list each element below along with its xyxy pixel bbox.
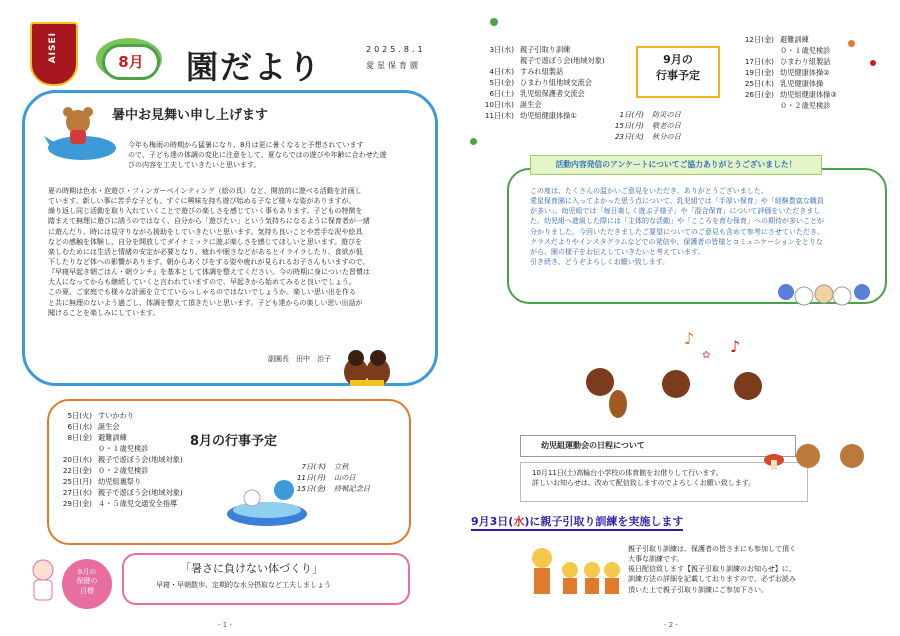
emblem-text: AISEI — [48, 32, 58, 64]
schedule-day: 25日(木) — [744, 79, 774, 88]
text-line: ので、子ども達の体調の変化に注意をして、夏ならではの遊びや年齢に合わせた遊 — [128, 151, 387, 160]
holiday-name: 防災の日 — [652, 110, 681, 119]
holiday-day: 15日(月) — [614, 121, 644, 130]
text-line: 踏まえて無理に遊びに誘うのではなく、自分から「遊びたい」という気持ちになるように保育者が一緒 — [48, 217, 370, 226]
text-line: 分かりました。今回いただきましたご要望についてのご意見も含めて参考にさせていただき、 — [530, 227, 824, 236]
text-line: がら、園の様子をお伝えしていきたいと考えています。 — [530, 247, 705, 256]
survey-title: 活動内容発信のアンケートについてご協力ありがとうございました！ — [530, 155, 822, 175]
schedule-event: 親子で遊ぼう会(地域対象) — [98, 488, 183, 497]
health-goal-badge — [62, 559, 112, 609]
schedule-row — [462, 44, 570, 55]
text-line: クラスだよりやインスタグラムなどでの発信や、保護者の皆様とコミュニケーションをとりな — [530, 237, 823, 246]
text-line: この夏、ご家庭でも様々な計画を立てていらっしゃるのではないでしょうか。楽しい思い出を作る — [48, 288, 356, 297]
dot-decoration — [470, 138, 477, 145]
badge-line: 目標 — [80, 586, 94, 595]
schedule-row — [52, 498, 177, 509]
svg-text:♪: ♪ — [684, 329, 695, 348]
schedule-day: 6日(土) — [489, 89, 514, 98]
holiday-day: 11日(月) — [296, 473, 326, 482]
text-line: 10月11日(土)高輪台小学校の体育館をお借りして行います。 — [532, 469, 723, 477]
schedule-event: 親子で遊ぼう会(地域対象) — [520, 56, 605, 65]
schedule-row — [52, 432, 127, 443]
text-line: が多い」、幼児組では「毎日楽しく遊ぶ子様子」や「混合保育」について評価をいただきまし — [530, 207, 821, 216]
greeting-body — [48, 186, 424, 318]
september-schedule-title — [636, 46, 720, 98]
badge-line: 8月の — [77, 568, 97, 576]
page-number-left: - 1 - — [218, 621, 232, 629]
schedule-row — [726, 78, 823, 89]
schedule-row — [52, 487, 183, 498]
schedule-day: 19日(金) — [744, 68, 774, 77]
health-goal-subtitle: 早寝・早朝散歩、定期的な水分摂取など工夫しましょう — [156, 581, 331, 589]
schedule-event: ０・１歳児検診 — [98, 444, 149, 453]
pool-illustration — [222, 462, 312, 528]
schedule-row — [462, 88, 585, 99]
schedule-row — [462, 77, 592, 88]
drill-title-part: 9月3日( — [471, 515, 514, 528]
holiday-name: 秋分の日 — [652, 132, 681, 141]
schedule-day: 26日(金) — [744, 90, 774, 99]
holiday-name: 立秋 — [334, 462, 349, 471]
schedule-day: 11日(木) — [484, 111, 514, 120]
holiday-name: 終戦記念日 — [334, 484, 370, 493]
text-line: ています。新しい事に苦手な子ども、すぐに興味を持ち遊び始める子など様々な姿がありますが、 — [48, 197, 356, 206]
schedule-row — [462, 110, 577, 121]
svg-text:✿: ✿ — [702, 350, 711, 361]
title-line: 行事予定 — [656, 68, 700, 82]
holiday-row — [600, 132, 681, 142]
text-line: 引き続き、どうぞよろしくお願い致します。 — [530, 257, 670, 266]
beetle-illustration — [336, 340, 396, 390]
greeting-title: 暑中お見舞い申し上げます — [112, 108, 269, 123]
schedule-event: 幼児組裏祭り — [98, 477, 142, 486]
text-line: た。幼児組へ進級した際には「主体的な活動」や「こころを育む保育」への期待が多いことが — [530, 217, 824, 226]
schedule-day: 22日(金) — [62, 466, 92, 475]
text-line: 後日配信致します【親子引取り訓練のお知らせ】に、 — [628, 565, 796, 574]
text-line: 『早寝早起き朝ごはん・朝ウンチ』を基本として体調を整えてください。今の時期に身についた習慣は — [48, 268, 370, 277]
schedule-event: 幼児組健康体操① — [520, 111, 577, 120]
bear-dolphin-illustration — [44, 100, 120, 170]
schedule-day: 27日(水) — [62, 488, 92, 497]
drill-text — [628, 544, 878, 595]
text-line: 聞けることを楽しみにしています。 — [48, 308, 160, 317]
children-illustration — [522, 540, 622, 606]
text-line: 大人になってからも継続していくと言われていますので、早起きから始めてみると良いでしょう。 — [48, 278, 356, 287]
schedule-row — [462, 66, 563, 77]
text-line: びの内容を工夫していきたいと思います。 — [128, 161, 261, 170]
survey-text — [530, 186, 860, 267]
holiday-day: 1日(月) — [619, 110, 644, 119]
text-line: 愛星保育園に入ってよかった思う点について、乳児組では「手厚い保育」や「経験豊富な職員 — [530, 197, 824, 206]
schedule-day: 10日(水) — [484, 100, 514, 109]
schedule-event: 幼児健康体操② — [780, 68, 830, 77]
signature: 副園長 田中 治子 — [268, 355, 331, 363]
schedule-day: 3日(水) — [489, 45, 514, 54]
schedule-row — [726, 89, 837, 100]
schedule-event: ひまわり組製話 — [780, 57, 831, 66]
svg-text:♪: ♪ — [730, 337, 741, 356]
school-emblem — [30, 22, 78, 86]
schedule-day: 12日(金) — [744, 35, 774, 44]
holiday-day: 23日(火) — [614, 132, 644, 141]
holiday-name: 敬老の日 — [652, 121, 681, 130]
dot-decoration — [490, 18, 498, 26]
text-line: 下したりなど体への影響があります。朝からあくびをする姿や疲れが見られるお子さんもいますので、 — [48, 257, 370, 266]
sports-day-title: 幼児組運動会の日程について — [520, 435, 796, 457]
schedule-event: ０・２歳児検診 — [98, 466, 149, 475]
text-line: 頂いた上で親子引取り訓練にご参加下さい。 — [628, 585, 768, 594]
squirrel-mushroom-illustration — [764, 434, 876, 480]
schedule-row — [52, 443, 148, 454]
flowers-animals-illustration — [776, 274, 876, 312]
schedule-day: 17日(水) — [744, 57, 774, 66]
text-line: 大事な訓練です。 — [628, 555, 684, 564]
schedule-row — [462, 99, 542, 110]
schedule-row — [462, 55, 605, 66]
text-line: 今年も梅雨の時期から猛暑になり、8月は更に暑くなると予想されています — [128, 141, 364, 149]
schedule-row — [726, 56, 830, 67]
schedule-event: ０・１歳児検診 — [780, 46, 831, 55]
schedule-row — [52, 465, 148, 476]
schedule-day: 6日(水) — [67, 422, 92, 431]
schedule-row — [726, 45, 830, 56]
schedule-row — [726, 34, 809, 45]
schedule-row — [52, 454, 183, 465]
holiday-day: 15日(金) — [296, 484, 326, 493]
schedule-event: ０・２歳児検診 — [780, 101, 831, 110]
page-number-right: - 2 - — [664, 621, 678, 629]
schedule-event: 親子引取り訓練 — [520, 45, 571, 54]
drill-title — [471, 513, 683, 531]
text-line: 繰り返し同じ活動を取り入れていくことで遊びの楽しさを感じていく事もあります。子どもの特徴を — [48, 207, 363, 216]
schedule-day: 5日(火) — [67, 411, 92, 420]
health-goal-title: 「暑さに負けない体づくり」 — [180, 562, 323, 575]
holiday-name: 山の日 — [334, 473, 356, 482]
organization-name: 愛星保育園 — [366, 61, 421, 70]
text-line: 詳しいお知らせは、改めて配信致しますのでよろしくお願い致します。 — [532, 479, 756, 488]
schedule-event: すいかわり — [98, 411, 134, 420]
schedule-row — [52, 410, 134, 421]
dot-decoration — [848, 40, 855, 47]
greeting-intro — [128, 140, 418, 170]
nurse-illustration — [28, 556, 58, 606]
schedule-row — [726, 67, 830, 78]
schedule-day: 20日(水) — [62, 455, 92, 464]
month-badge: 8月 — [102, 44, 160, 80]
schedule-row — [726, 100, 830, 111]
dot-decoration — [870, 60, 876, 66]
schedule-day: 25日(月) — [62, 477, 92, 486]
holiday-row — [600, 110, 681, 120]
sports-day-text — [532, 468, 755, 488]
schedule-event: すみれ組製話 — [520, 67, 564, 76]
title-line: 9月の — [663, 53, 693, 66]
text-line: この度は、たくさんの温かいご意見をいただき、ありがとうございました。 — [530, 187, 768, 195]
schedule-event: 避難訓練 — [780, 35, 809, 44]
schedule-day: 8日(金) — [67, 433, 92, 442]
holiday-row — [600, 121, 681, 131]
issue-date: 2025.8.1 — [366, 45, 426, 54]
badge-line: 保健の — [76, 577, 98, 586]
beetle-orchestra-illustration — [566, 322, 766, 422]
text-line: 訓練方法の詳細を記載しておりますので、必ずお読み — [628, 575, 796, 584]
schedule-row — [52, 476, 141, 487]
schedule-event: 誕生会 — [520, 100, 542, 109]
schedule-day: 29日(金) — [62, 499, 92, 508]
schedule-day: 4日(木) — [489, 67, 514, 76]
text-line: 親子引取り訓練は、保護者の皆さまにも参加して頂く — [628, 545, 796, 553]
text-line: 夏の時期は色水・泡遊び・フィンガーペインティング（絵の具）など、開放的に遊べる活動を計画し — [48, 187, 362, 195]
drill-title-part: )に親子引取り訓練を実施します — [524, 515, 684, 528]
schedule-day: 5日(金) — [489, 78, 514, 87]
august-schedule-title: 8月の行事予定 — [190, 434, 278, 449]
text-line: と共に無理のないよう過ごし、体調を整えて頂きたいと思います。子ども達からの楽しい思い出話が — [48, 298, 363, 307]
newsletter-title: 園だより — [186, 48, 323, 86]
schedule-event: 親子で遊ぼう会(地域対象) — [98, 455, 183, 464]
schedule-event: 幼児組健康体操③ — [780, 90, 837, 99]
schedule-row — [52, 421, 120, 432]
schedule-event: ひまわり組地域交流会 — [520, 78, 592, 87]
schedule-event: 乳児組保護者交流会 — [520, 89, 585, 98]
schedule-event: 誕生会 — [98, 422, 120, 431]
text-line: などの感触を体験し、自分を開放してダイナミックに遊ぶ楽しさを感じてほしいと思います。遊びを — [48, 237, 363, 246]
holiday-day: 7日(木) — [301, 462, 326, 471]
schedule-event: 乳児健康体操 — [780, 79, 824, 88]
schedule-event: 避難訓練 — [98, 433, 127, 442]
schedule-event: ４・５歳児交通安全指導 — [98, 499, 178, 508]
text-line: に遊んだり、時には見守りながら援助をしていきたいと思います。気持ち良いことや苦手な泥や絵具 — [48, 227, 363, 236]
drill-title-weekday: 水 — [513, 515, 525, 528]
text-line: 楽しむためには生活と情緒の安定が必要となり、疲れや眠さなどがあるとイライラしたり、食欲が低 — [48, 247, 363, 256]
